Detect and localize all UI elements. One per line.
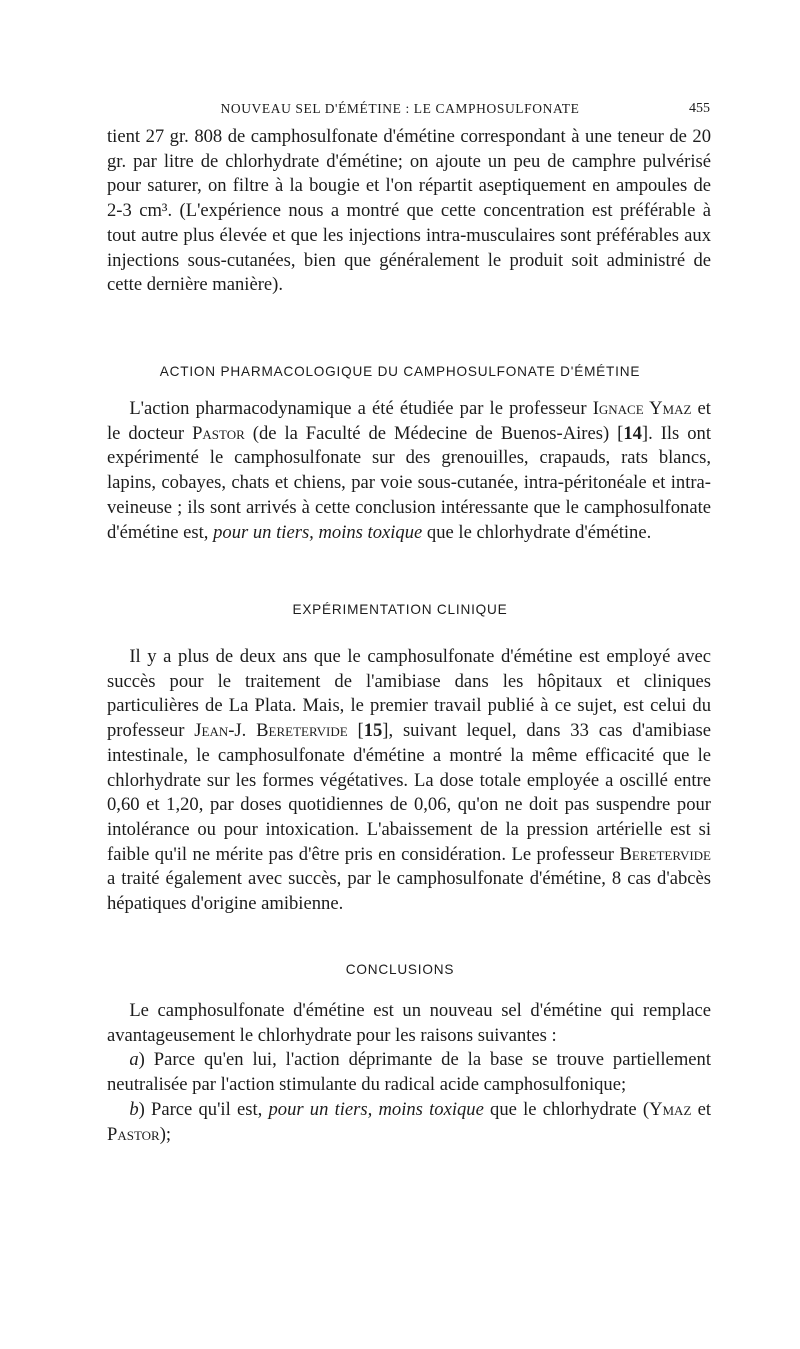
text-run: (de la Faculté de Médecine de Buenos-Aires) [: [244, 422, 624, 444]
emphasis-text: pour un tiers, moins toxique: [268, 1098, 484, 1120]
page-number: 455: [689, 101, 710, 116]
conclusions-intro: Le camphosulfonate d'émétine est un nouveau sel d'émétine qui remplace avantageusement le chlorhydrate pour les raisons suivantes :: [107, 1000, 711, 1046]
intro-paragraph: [107, 125, 711, 298]
page-header: [0, 101, 800, 121]
text-run: a traité également avec succès, par le camphosulfonate d'émétine, 8 cas d'abcès hépatiques d'origine amibienne.: [107, 868, 711, 915]
citation-ref: 15: [363, 720, 383, 742]
section-heading-clinical: EXPÉRIMENTATION CLINIQUE: [292, 602, 508, 617]
conclusions-block: [107, 999, 711, 1147]
clinical-paragraph: [107, 645, 711, 917]
conclusion-item-b: [107, 1098, 711, 1147]
conclusion-item-a: [107, 1048, 711, 1097]
text-run: ) Parce qu'il est,: [138, 1098, 269, 1120]
clinical-text: [107, 645, 711, 917]
author-name: Jean-J. Beretervide: [194, 720, 348, 742]
section-heading-pharmacology: ACTION PHARMACOLOGIQUE DU CAMPHOSULFONATE D'ÉMÉTINE: [159, 364, 641, 379]
text-run: ]. Ils ont expérimenté le camphosulfonate sur des grenouilles, crapauds, rats blancs, lapins, cobayes, chats et chiens, par voie sous-cutanée, intra-péritonéale et intra-veineuse ; ils sont arrivés à cette conclusion intéressante que le camphosulfonate d'émétine est,: [107, 422, 711, 543]
text-run: );: [159, 1123, 172, 1145]
text-run: et: [691, 1098, 712, 1120]
text-run: [: [347, 720, 364, 742]
author-name: Pastor: [107, 1123, 160, 1145]
text-run: Il y a plus de deux ans que le camphosulfonate d'émétine est employé avec succès pour le traitement de l'amibiase dans les hôpitaux et cliniques particulières de La Plata. Mais, le premier travail publié à ce sujet, est celui du professeur: [107, 646, 711, 742]
text-run: ) Parce qu'en lui, l'action déprimante de la base se trouve partiellement neutralisée par l'action stimulante du radical acide camphosulfonique;: [107, 1049, 711, 1096]
text-run: que le chlorhydrate (: [483, 1098, 650, 1120]
text-run: que le chlorhydrate d'émétine.: [422, 521, 652, 543]
text-run: et le docteur: [107, 398, 711, 444]
text-run: ], suivant lequel, dans 33 cas d'amibiase intestinale, le camphosulfonate d'émétine a montré la même efficacité que le chlorhydrate sur les formes végétatives. La dose totale employée a oscillé entre 0,60 et 1,20, par doses quotidiennes de 0,06, qu'on ne doit pas suspendre pour intolérance ou pour intoxication. L'abaissement de la pression artérielle est si faible qu'il ne mérite pas d'être pris en considération. Le professeur: [107, 720, 712, 865]
text-run: L'action pharmacodynamique a été étudiée par le professeur: [129, 398, 593, 419]
pharmacology-paragraph: [107, 397, 711, 545]
section-heading-conclusions: CONCLUSIONS: [345, 962, 455, 977]
emphasis-text: pour un tiers, moins toxique: [213, 521, 423, 543]
running-head: NOUVEAU SEL D'ÉMÉTINE : LE CAMPHOSULFONATE: [220, 101, 580, 116]
author-name: Beretervide: [619, 843, 711, 865]
item-label: b: [129, 1098, 139, 1120]
author-name: Pastor: [192, 422, 245, 444]
author-name: Ymaz: [649, 1098, 692, 1120]
item-label: a: [129, 1049, 139, 1071]
intro-text: tient 27 gr. 808 de camphosulfonate d'émétine correspondant à une teneur de 20 gr. par litre de chlorhydrate d'émétine; on ajoute un peu de camphre pulvérisé pour saturer, on filtre à la bougie et l'on répartit aseptiquement en ampoules de 2-3 cm³. (L'expérience nous a montré que cette concentration est préférable à tout autre plus élevée et que les injections intra-musculaires sont préférables aux injections sous-cutanées, bien que généralement le produit soit administré de cette dernière manière).: [107, 126, 711, 296]
citation-ref: 14: [623, 422, 642, 444]
pharmacology-text: [107, 397, 711, 545]
author-name: Ignace Ymaz: [592, 398, 692, 419]
